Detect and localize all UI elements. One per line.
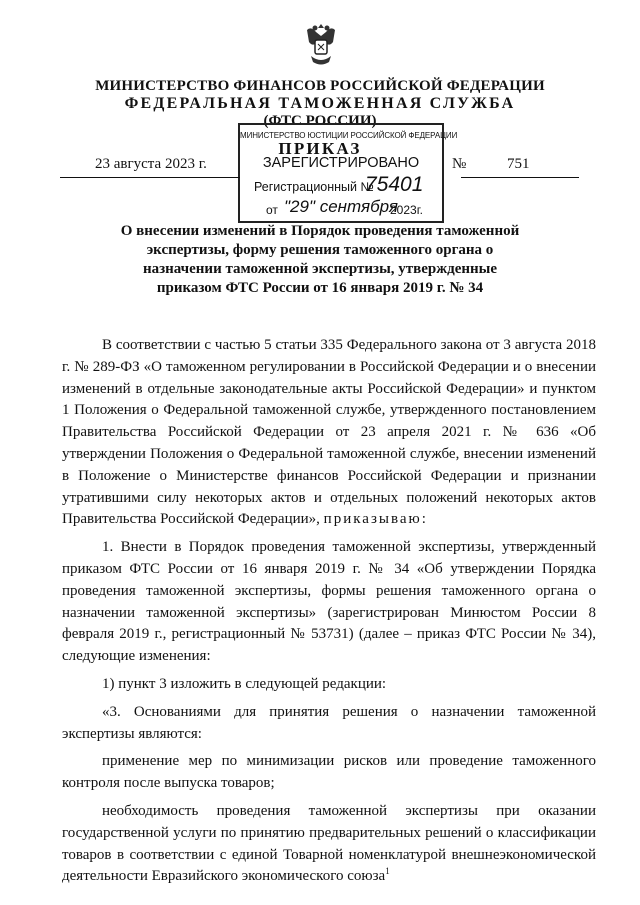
document-body	[62, 335, 596, 888]
service-abbr: (ФТС РОССИИ)	[263, 113, 377, 129]
paragraph-preamble	[62, 335, 596, 531]
doc-type-heading: ПРИКАЗ	[278, 139, 362, 158]
preamble-text: В соответствии с частью 5 статьи 335 Федерального закона от 3 августа 2018 г. № 289-ФЗ «О таможенном регулировании в Российской Федерации и о внесении изменений в отдельные законодательные акты Российской Федерации» и пунктом 1 Положения о Федеральной таможенной службе, утвержденного постановлением Правительства Российской Федерации от 23 апреля 2021 г. № 636 «Об утверждении Положения о Федеральной таможенной службе, внесении изменений в Положение о Министерстве финансов Российской Федерации и признании утратившими силу некоторых актов и отдельных положений некоторых актов Правительства Российской Федерации»,	[62, 337, 596, 528]
basis-2-text: необходимость проведения таможенной экспертизы при оказании государственной услуги по принятию предварительных решений о классификации товаров в соответствии с единой Товарной номенклатурой внешнеэкономической деятельности Евразийского экономического союза	[62, 802, 596, 885]
document-title: О внесении изменений в Порядок проведения таможенной экспертизы, форму решения таможенного органа о назначении таможенной экспертизы, утвержденные приказом ФТС России от 16 января 2019 г. № 34	[120, 223, 520, 296]
paragraph-point-3: «3. Основаниями для принятия решения о назначении таможенной экспертизы являются:	[62, 703, 596, 742]
stamp-year: 2023г.	[390, 203, 423, 217]
order-number: 751	[507, 156, 530, 172]
service-heading: ФЕДЕРАЛЬНАЯ ТАМОЖЕННАЯ СЛУЖБА	[124, 95, 516, 112]
number-sign: №	[452, 156, 467, 172]
registration-stamp	[238, 123, 458, 223]
order-date: 23 августа 2023 г.	[95, 156, 207, 172]
paragraph-basis-2	[62, 801, 596, 888]
stamp-date-prefix: от	[266, 203, 278, 217]
paragraph-subitem-1: 1) пункт 3 изложить в следующей редакции:	[102, 675, 387, 692]
number-underline	[461, 177, 579, 178]
footnote-marker: 1	[385, 866, 390, 877]
stamp-reg-label: Регистрационный №	[254, 180, 374, 194]
order-word: приказываю:	[323, 511, 428, 528]
stamp-status: ЗАРЕГИСТРИРОВАНО	[262, 155, 420, 171]
stamp-ministry: МИНИСТЕРСТВО ЮСТИЦИИ РОССИЙСКОЙ ФЕДЕРАЦИИ	[240, 131, 458, 140]
paragraph-basis-1: применение мер по минимизации рисков или проведение таможенного контроля после выпуска товаров;	[62, 753, 596, 792]
date-underline	[60, 177, 240, 178]
ministry-heading: МИНИСТЕРСТВО ФИНАНСОВ РОССИЙСКОЙ ФЕДЕРАЦИИ	[95, 78, 545, 94]
paragraph-item-1: 1. Внести в Порядок проведения таможенной экспертизы, утвержденный приказом ФТС России от 16 января 2019 г. № 34 «Об утверждении Порядка проведения таможенной экспертизы, формы решения таможенного органа о назначении таможенной экспертизы» (зарегистрирован Минюстом России 8 февраля 2019 г., регистрационный № 53731) (далее – приказ ФТС России № 34), следующие изменения:	[62, 539, 596, 665]
stamp-date-value: "29" сентября	[284, 197, 398, 216]
state-emblem-icon	[301, 20, 341, 68]
stamp-reg-number: 75401	[365, 173, 424, 196]
